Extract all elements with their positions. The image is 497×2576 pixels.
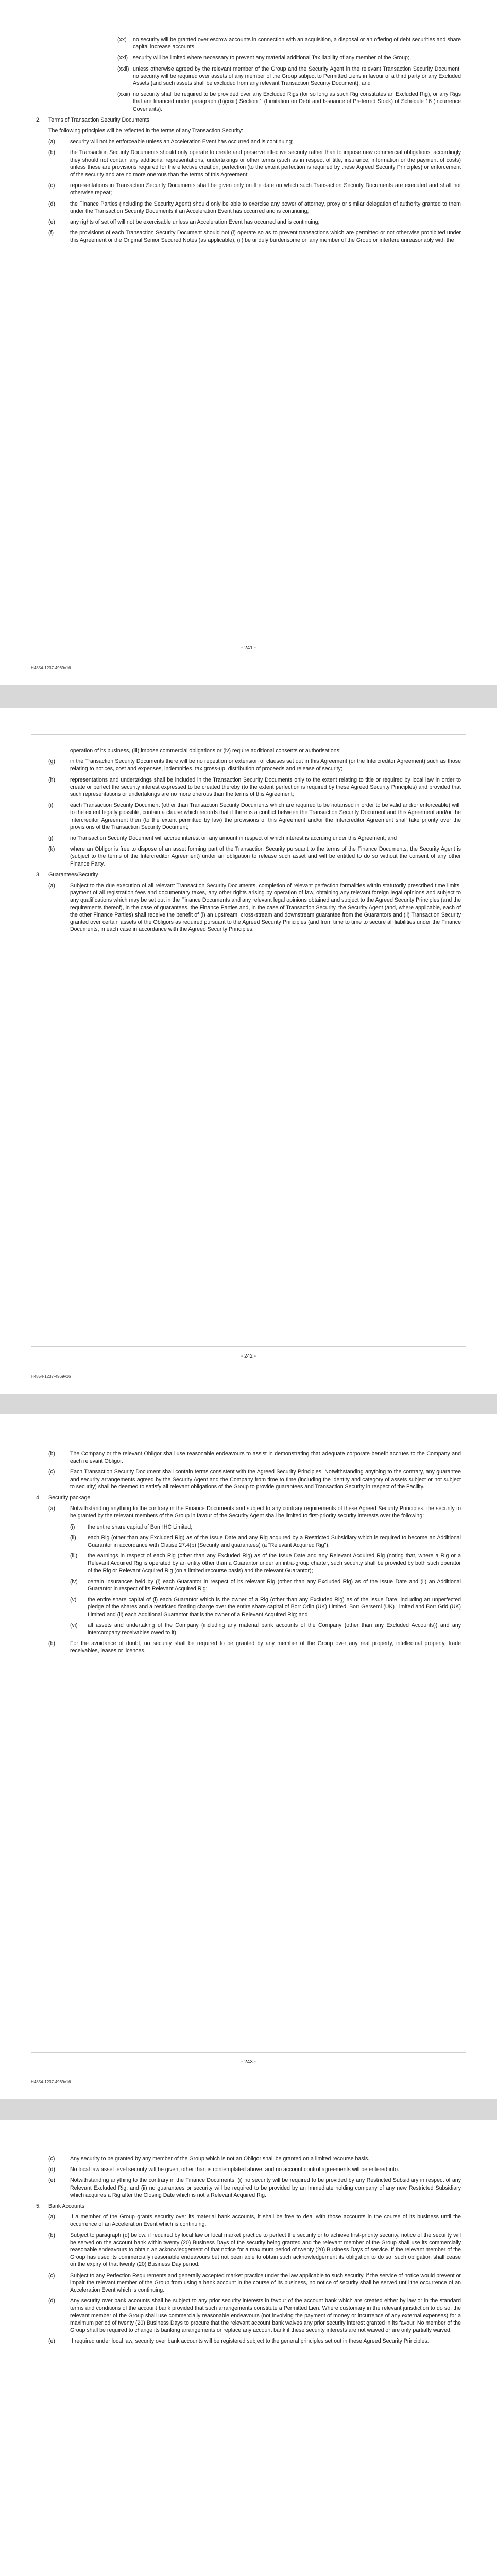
page-number: - 241 -	[241, 645, 256, 651]
clause-item	[36, 149, 461, 178]
clause-label: (j)	[48, 835, 54, 842]
section-title: Guarantees/Security	[48, 871, 98, 878]
clause-label: (a)	[48, 139, 55, 145]
document-reference: H4854-1237-4969v16	[31, 2080, 71, 2084]
clause-label: (xxii)	[117, 65, 129, 72]
clause-text: in the Transaction Security Documents there will be no repetition or extension of clauses set out in this Agreement (or the Intercreditor Agreement) such as those relating to notices, cost and expenses, indemnities, tax gross-up, distribution of proceeds and release of security;	[70, 758, 461, 772]
page-content	[36, 747, 461, 937]
clause-label: (xxiii)	[117, 91, 130, 98]
clause-label: (h)	[48, 776, 55, 783]
clause-item	[36, 182, 461, 196]
clause-text: certain insurances held by (i) each Guarantor in respect of its relevant Rig (other than any Excluded Rig) as of the Issue Date and (ii) an Additional Guarantor in respect of its Relevant Acquired Rig;	[88, 1578, 461, 1592]
section-heading	[36, 871, 461, 878]
clause-text: Subject to paragraph (d) below, if required by local law or local market practice to perfect the security or to achieve first-priority security, notice of the security will be served on the account bank within twenty (20) Business Days of the security being granted and the relevant member of the Group shall use its commercially reasonable endeavours to obtain an acknowledgement of that notice for a maximum period of twenty (20) Business Days of service. If the relevant member of the Group has used its commercially reasonable endeavours but not been able to obtain such acknowledgement its obligation to do so, such obligation shall cease on the expiry of that twenty (20) Business Day period.	[70, 2232, 461, 2268]
clause-text: Subject to any Perfection Requirements and generally accepted market practice under the law applicable to such security, if the service of notice would prevent or impair the relevant member of the Group from using a bank account in the course of its business, no notice of security shall be served until the occurrence of an Acceleration Event which is continuing.	[70, 2272, 461, 2294]
clause-label: (k)	[48, 846, 55, 853]
clause-text: all assets and undertaking of the Company (including any material bank accounts of the Company (other than any Excluded Accounts)) and any intercompany receivables owed to it).	[88, 1622, 461, 1636]
bottom-rule	[31, 2052, 466, 2053]
clause-label: (c)	[48, 2272, 55, 2279]
clause-item	[36, 91, 461, 113]
clause-label: 3.	[36, 871, 41, 878]
clause-item	[36, 845, 461, 868]
document-page	[0, 708, 497, 1394]
clause-item	[36, 2272, 461, 2294]
clause-item	[36, 2337, 461, 2345]
clause-item	[36, 2177, 461, 2199]
clause-label: (a)	[48, 1505, 55, 1512]
document-page	[0, 2120, 497, 2576]
clause-label: (c)	[48, 182, 55, 189]
clause-text: The Company or the relevant Obligor shall use reasonable endeavours to assist in demonstrating that adequate corporate benefit accrues to the Company and each relevant Obligor.	[70, 1451, 461, 1465]
clause-label: (a)	[48, 883, 55, 889]
clause-text: the Transaction Security Documents should only operate to create and preserve effective security rather than to impose new commercial obligations; accordingly they should not contain any additional representations, undertakings or other terms (such as in respect of title, insurance, information or the payment of costs) unless these are provisions required for the effective creation, perfection (to the extent perfection is required by these Agreed Security Principles) or enforcement of the security and are no more onerous than the terms of this Agreement;	[70, 149, 461, 178]
clause-text: no security shall be required to be provided over any Excluded Rigs (for so long as such Rig constitutes an Excluded Rig), or any Rigs that are financed under paragraph (b)(xxiii) Section 1 (Limitation on Debt and Issuance of Preferred Stock) of Schedule 16 (Incurrence Covenants).	[133, 91, 461, 112]
clause-text: no security will be granted over escrow accounts in connection with an acquisition, a disposal or an offering of debt securities and share capital increase accounts;	[133, 37, 461, 50]
clause-label: (d)	[48, 2166, 55, 2173]
clause-item	[36, 1450, 461, 1465]
clause-label: (iii)	[70, 1553, 78, 1560]
clause-item	[36, 1534, 461, 1549]
clause-item	[36, 2155, 461, 2162]
clause-text: each Rig (other than any Excluded Rig) as of the Issue Date and any Rig acquired by a Restricted Subsidiary which is required to become an Additional Guarantor in accordance with Clause 27.4(b) (Security and guarantees) (a "Relevant Acquired Rig");	[88, 1534, 461, 1549]
clause-label: (d)	[48, 200, 55, 207]
clause-text: Notwithstanding anything to the contrary in the Finance Documents: (i) no security will be required to be provided by any Restricted Subsidiary in respect of any Relevant Excluded Rig; and (ii) no guarantees or security will be required to be provided by an Immediate holding company of any new Restricted Subsidiary which acquires a Rig after the Closing Date which is not a Relevant Acquired Rig.	[70, 2177, 461, 2198]
clause-label: (b)	[48, 149, 55, 156]
clause-item	[36, 802, 461, 831]
section-title: Terms of Transaction Security Documents	[48, 116, 150, 123]
clause-label: (iv)	[70, 1578, 78, 1585]
page-number: - 243 -	[241, 2059, 256, 2065]
clause-item	[36, 758, 461, 772]
clause-item	[36, 200, 461, 215]
clause-item	[36, 1552, 461, 1574]
clause-item	[36, 835, 461, 842]
continued-paragraph: operation of its business, (iii) impose commercial obligations or (iv) require additional consents or authorisations;	[70, 748, 341, 754]
clause-text: no Transaction Security Document will accrue interest on any amount in respect of which interest is accruing under this Agreement; and	[70, 835, 397, 842]
clause-text: representations in Transaction Security Documents shall be given only on the date on which such Transaction Security Documents are executed and shall not otherwise repeat;	[70, 182, 461, 196]
clause-item	[36, 1622, 461, 1636]
page-number: - 242 -	[241, 1353, 256, 1359]
clause-item	[36, 1523, 461, 1531]
clause-text: No local law asset level security will be given, other than is contemplated above, and no account control agreements will be entered into.	[70, 2166, 399, 2173]
clause-text: Any security to be granted by any member of the Group which is not an Obligor shall be granted on a limited recourse basis.	[70, 2156, 370, 2162]
page-content	[36, 1450, 461, 1658]
document-page	[0, 0, 497, 685]
clause-text: representations and undertakings shall be included in the Transaction Security Documents only to the extent relating to title or required by local law in order to create or perfect the security interest expressed to be created thereby (to the extent perfection is required by these Agreed Security Principles) and provided that such representations or undertakings are no more onerous than the terms of this Agreement;	[70, 776, 461, 798]
clause-item	[36, 36, 461, 50]
document-reference: H4854-1237-4969v16	[31, 666, 71, 670]
clause-label: (i)	[70, 1523, 75, 1530]
clause-text: the provisions of each Transaction Security Document should not (i) operate so as to prevent transactions which are permitted or not otherwise prohibited under this Agreement or the Original Senior Secured Notes (as applicable), (ii) be unduly burdensome on any member of the Group or interfere unreasonably with the	[70, 230, 461, 244]
section-heading	[36, 2202, 461, 2210]
clause-text: each Transaction Security Document (other than Transaction Security Documents which are required to be notarised in order to be valid and/or enforceable) will, to the extent legally possible, contain a clause which records that if there is a conflict between the Transaction Security Document and this Agreement and/or the Intercreditor Agreement then (to the extent permitted by law) the provisions of this Agreement and/or the Intercreditor Agreement shall take priority over the provisions of the Transaction Security Document;	[70, 802, 461, 831]
clause-item	[36, 2213, 461, 2228]
clause-label: (v)	[70, 1597, 77, 1603]
clause-label: (c)	[48, 1469, 55, 1476]
clause-item	[36, 776, 461, 799]
clause-item	[36, 1578, 461, 1592]
clause-label: (f)	[48, 230, 54, 236]
section-heading	[36, 116, 461, 124]
clause-item	[36, 229, 461, 244]
clause-text: security will be limited where necessary to prevent any material additional Tax liability of any member of the Group;	[133, 55, 409, 61]
clause-label: (a)	[48, 2214, 55, 2221]
clause-item	[36, 65, 461, 88]
clause-label: 2.	[36, 116, 41, 123]
clause-text: Any security over bank accounts shall be subject to any prior security interests in favour of the account bank which are created either by law or in the standard terms and conditions of the account bank provided that such arrangements constitute a Permitted Lien. Where customary in the relevant jurisdiction to do so, the relevant member of the Group shall use commercially reasonable endeavours (not involving the payment of money or incurrence of any external expenses) for a maximum period of twenty (20) Business Days to procure that the relevant account bank waives any prior security interest granted in its favour. No member of the Group shall be required to change its banking arrangements or replace any account bank if these security interests are not waived or are only partially waived.	[70, 2298, 461, 2334]
clause-label: (b)	[48, 1451, 55, 1457]
clause-item	[36, 1468, 461, 1490]
clause-text: the entire share capital of (i) each Guarantor which is the owner of a Rig (other than any Excluded Rig) as of the Issue Date, including an unperfected pledge of the shares and a restricted floating charge over the entire share capital of Borr Odin (UK) Limited, Borr Gersemi (UK) Limited and Borr Grid (UK) Limited and (ii) each Additional Guarantor that is the owner of a Relevant Acquired Rig; and	[88, 1597, 461, 1618]
bottom-rule	[31, 1346, 466, 1347]
clause-label: (e)	[48, 219, 55, 226]
page-content	[36, 36, 461, 248]
clause-text: For the avoidance of doubt, no security shall be required to be granted by any member of the Group over any real property, intellectual property, trade receivables, leases or licences.	[70, 1640, 461, 1654]
clause-text: If required under local law, security over bank accounts will be registered subject to the general principles set out in these Agreed Security Principles.	[70, 2338, 429, 2345]
clause-item	[36, 2297, 461, 2334]
clause-text: the Finance Parties (including the Security Agent) should only be able to exercise any power of attorney, proxy or similar delegation of authority granted to them under the Transaction Security Documents if an Acceleration Event has occurred and is continuing;	[70, 200, 461, 214]
clause-label: (e)	[48, 2177, 55, 2184]
clause-item	[36, 2166, 461, 2173]
clause-text: If a member of the Group grants security over its material bank accounts, it shall be free to deal with those accounts in the course of its business until the occurrence of an Acceleration Event which is continuing.	[70, 2214, 461, 2228]
clause-item	[36, 1596, 461, 1618]
section-title: Security package	[48, 1495, 91, 1501]
clause-text: Notwithstanding anything to the contrary in the Finance Documents and subject to any contrary requirements of these Agreed Security Principles, the security to be granted by the relevant members of the Group in favour of the Security Agent shall be limited to first-priority security interests over the following:	[70, 1505, 461, 1519]
clause-text: where an Obligor is free to dispose of an asset forming part of the Transaction Security pursuant to the terms of the Finance Documents, the Security Agent is (subject to the terms of the Intercreditor Agreement) under an obligation to release such asset and will be entitled to do so without the consent of any other Finance Party.	[70, 846, 461, 867]
clause-item	[36, 54, 461, 61]
clause-label: (i)	[48, 802, 54, 809]
clause-label: (e)	[48, 2338, 55, 2345]
top-rule	[31, 734, 466, 735]
clause-item	[36, 882, 461, 933]
clause-item	[36, 1505, 461, 1519]
page-content	[36, 2155, 461, 2348]
clause-label: (c)	[48, 2156, 55, 2162]
clause-item	[36, 1640, 461, 1654]
clause-item	[36, 2232, 461, 2268]
clause-label: (g)	[48, 758, 55, 765]
clause-text: the entire share capital of Borr IHC Limited;	[88, 1523, 193, 1530]
clause-label: (xx)	[117, 37, 127, 43]
clause-text: Subject to the due execution of all relevant Transaction Security Documents, completion of relevant perfection formalities within statutorily prescribed time limits, payment of all registration fees and documentary taxes, any other rights arising by operation of law, obtaining any relevant foreign legal opinions and subject to any qualifications which may be set out in the Finance Documents and any relevant legal opinions obtained and subject to the Agreed Security Principles (and the requirements thereof), in the case of guarantees, the Finance Parties and, in the case of Transaction Security, the Security Agent (and, where applicable, each of the other Finance Parties) shall receive the benefit of (i) an upstream, cross-stream and downstream guarantee from the Guarantors and (ii) Transaction Security granted over certain assets of the Obligors as required pursuant to the Agreed Security Principles (and from time to time to secure all liabilities under the Finance Documents, in each case in accordance with the Agreed Security Principles.	[70, 883, 461, 933]
document-reference: H4854-1237-4969v16	[31, 1374, 71, 1379]
clause-text: Each Transaction Security Document shall contain terms consistent with the Agreed Security Principles. Notwithstanding anything to the contrary, any guarantee and security arrangements agreed by the Security Agent and the Company from time to time (including the identity and category of assets subject or not subject to security) shall be deemed to satisfy all relevant obligations of the Group to provide guarantees and Transaction Security in respect of the Facility.	[70, 1469, 461, 1490]
clause-label: (d)	[48, 2298, 55, 2304]
paragraph: The following principles will be reflected in the terms of any Transaction Security:	[48, 128, 244, 134]
clause-label: 4.	[36, 1495, 41, 1501]
clause-item	[36, 218, 461, 226]
clause-label: (ii)	[70, 1534, 76, 1541]
clause-text: security will not be enforceable unless an Acceleration Event has occurred and is continuing;	[70, 139, 294, 145]
section-heading	[36, 1494, 461, 1501]
clause-item	[36, 138, 461, 145]
clause-label: 5.	[36, 2203, 41, 2210]
clause-label: (b)	[48, 1640, 55, 1647]
clause-label: (b)	[48, 2232, 55, 2239]
clause-text: any rights of set off will not be exercisable unless an Acceleration Event has occurred and is continuing;	[70, 219, 320, 226]
document-page	[0, 1414, 497, 2099]
section-title: Bank Accounts	[48, 2203, 85, 2210]
clause-text: unless otherwise agreed by the relevant member of the Group and the Security Agent in the relevant Transaction Security Document, no security will be required over assets of any member of the Group subject to Permitted Liens in favour of a third party or any Excluded Assets (and such assets shall be excluded from any relevant Transaction Security Document); and	[133, 65, 461, 87]
clause-label: (xxi)	[117, 55, 128, 61]
clause-label: (vi)	[70, 1622, 78, 1629]
clause-text: the earnings in respect of each Rig (other than any Excluded Rig) as of the Issue Date and any Relevant Acquired Rig (noting that, where a Rig or a Relevant Acquired Rig is operated by an entity other than a Guarantor under an intra-group charter, such security shall be provided by both such operator of the Rig or Relevant Acquired Rig (on a limited recourse basis) and the relevant Guarantor);	[88, 1553, 461, 1574]
